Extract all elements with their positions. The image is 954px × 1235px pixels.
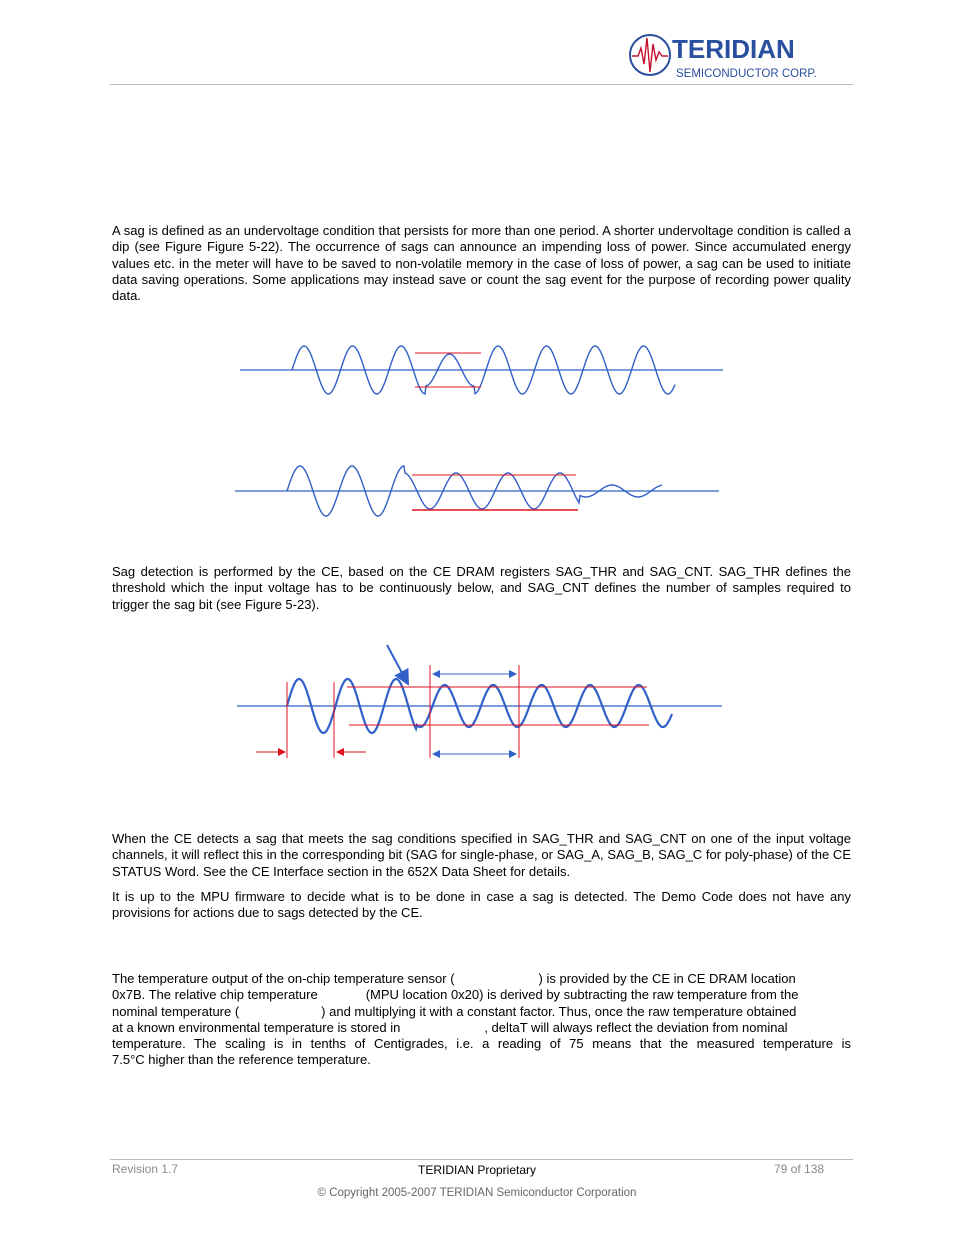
logo-subtitle: SEMICONDUCTOR CORP. <box>676 68 817 80</box>
temp-line2-b: (MPU location 0x20) is derived by subtracting the raw temperature from the <box>365 987 799 1003</box>
detect-pointer-arrow <box>387 645 408 684</box>
logo-name: TERIDIAN <box>672 34 795 64</box>
mpu-firmware-text: It is up to the MPU firmware to decide what is to be done in case a sag is detected. The Demo Code does not have any provisions for actions due to sags detected by the CE. <box>112 889 851 921</box>
mpu-firmware-paragraph <box>112 889 851 922</box>
temp-line-3 <box>112 1004 851 1020</box>
sag-reflect-paragraph <box>112 831 851 880</box>
temp-line-4 <box>112 1020 851 1036</box>
temp-line1-b: ) is provided by the CE in CE DRAM location <box>538 971 796 986</box>
temp-line4-b: , deltaT will always reflect the deviation from nominal <box>484 1019 788 1035</box>
footer-rule <box>110 1159 853 1160</box>
temperature-paragraph <box>112 971 851 1069</box>
sag-detection-figure <box>232 640 727 765</box>
sag-detection-text: Sag detection is performed by the CE, based on the CE DRAM registers SAG_THR and SAG_CNT. SAG_THR defines the threshold which the input voltage has to be continuously below, and SAG_CNT defines the number of samples required to trigger the sag bit (see Figure 5-23). <box>112 564 851 612</box>
footer-page-number: 79 of 138 <box>774 1162 825 1176</box>
sag-waveform-figure <box>230 460 725 522</box>
temp-line1-a: The temperature output of the on-chip temperature sensor ( <box>112 971 455 986</box>
temp-line-6: 7.5°C higher than the reference temperature. <box>112 1052 371 1068</box>
sag-intro-paragraph <box>112 223 851 304</box>
temp-line4-a: at a known environmental temperature is stored in <box>112 1019 401 1035</box>
temp-line-5: temperature. The scaling is in tenths of Centigrades, i.e. a reading of 75 means that the measured temperature is <box>112 1036 851 1052</box>
sag-detection-paragraph <box>112 564 851 613</box>
temp-line3-b: ) and multiplying it with a constant factor. Thus, once the raw temperature obtained <box>321 1003 797 1019</box>
sag-intro-text: A sag is defined as an undervoltage condition that persists for more than one period. A shorter undervoltage condition is called a dip (see Figure Figure 5-22). The occurrence of sags can announce an impending loss of power. Since accumulated energy values etc. in the meter will have to be saved to non-volatile memory in the case of loss of power, a sag can be used to initiate data saving operations. Some applications may instead save or count the sag event for the purpose of recording power quality data. <box>112 223 851 304</box>
header-rule <box>110 84 853 85</box>
teridian-logo <box>628 30 834 82</box>
temp-line-1 <box>112 971 851 987</box>
sag-reflect-text: When the CE detects a sag that meets the sag conditions specified in SAG_THR and SAG_CNT on one of the input voltage channels, it will reflect this in the corresponding bit (SAG for single-phase, or SAG_A, SAG_B, SAG_C for poly-phase) of the CE STATUS Word. See the CE Interface section in the 652X Data Sheet for details. <box>112 831 851 879</box>
dip-waveform-figure <box>235 340 730 400</box>
footer-copyright: © Copyright 2005-2007 TERIDIAN Semiconductor Corporation <box>317 1187 637 1199</box>
temp-line2-a: 0x7B. The relative chip temperature <box>112 987 318 1003</box>
temp-line-2 <box>112 987 851 1003</box>
footer-revision: Revision 1.7 <box>112 1162 179 1176</box>
footer-proprietary: TERIDIAN Proprietary <box>417 1163 537 1177</box>
temp-line3-a: nominal temperature ( <box>112 1003 240 1019</box>
